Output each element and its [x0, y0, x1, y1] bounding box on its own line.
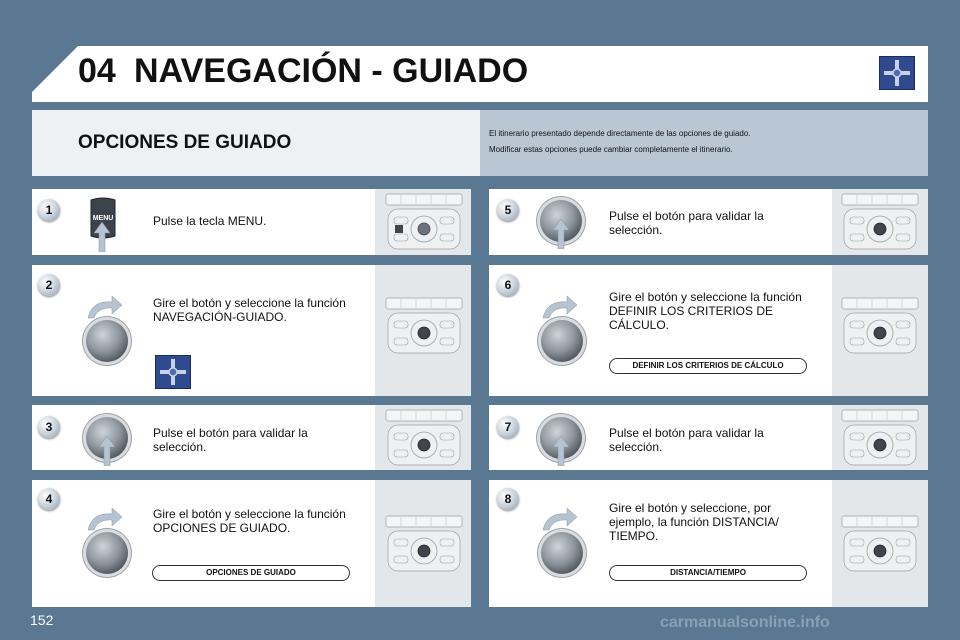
- radio-console-icon: [384, 408, 464, 468]
- step-text: Pulse la tecla MENU.: [153, 214, 267, 228]
- watermark: carmanualsonline.info: [660, 614, 830, 631]
- press-arrow-icon: [552, 219, 570, 249]
- chapter-number: 04: [78, 52, 116, 90]
- crosshair-icon: [879, 56, 915, 90]
- step-number-badge: 5: [497, 199, 519, 221]
- intro-line: El itinerario presentado depende directamente de las opciones de guiado.: [489, 129, 751, 138]
- radio-console-icon: [840, 296, 920, 356]
- press-arrow-icon: [93, 222, 111, 252]
- step-number-badge: 6: [497, 274, 519, 296]
- step-number-badge: 1: [38, 199, 60, 221]
- step-number-badge: 4: [38, 488, 60, 510]
- step-text: Gire el botón y seleccione, por ejemplo, la función DISTANCIA/ TIEMPO.: [609, 501, 779, 543]
- intro-line: Modificar estas opciones puede cambiar completamente el itinerario.: [489, 145, 733, 154]
- step-number-badge: 2: [38, 274, 60, 296]
- menu-option-pill: DISTANCIA/TIEMPO: [609, 565, 807, 581]
- menu-option-pill: OPCIONES DE GUIADO: [152, 565, 350, 581]
- intro-text: [489, 126, 919, 158]
- rotate-arrow-icon: [541, 294, 579, 320]
- radio-console-icon: [384, 192, 464, 252]
- press-arrow-icon: [98, 436, 116, 466]
- rotary-knob-icon: [541, 320, 583, 362]
- radio-console-icon: [384, 296, 464, 356]
- step-number-badge: 8: [497, 488, 519, 510]
- rotate-arrow-icon: [541, 506, 579, 532]
- menu-option-pill: DEFINIR LOS CRITERIOS DE CÁLCULO: [609, 358, 807, 374]
- step-text: Pulse el botón para validar la selección.: [609, 209, 764, 237]
- rotary-knob-icon: [541, 532, 583, 574]
- rotary-knob-icon: [86, 532, 128, 574]
- step-number-badge: 3: [38, 416, 60, 438]
- step-number-badge: 7: [497, 416, 519, 438]
- radio-console-icon: [384, 514, 464, 574]
- step-text: Gire el botón y seleccione la función DEFINIR LOS CRITERIOS DE CÁLCULO.: [609, 290, 802, 332]
- step-text: Gire el botón y seleccione la función NAVEGACIÓN-GUIADO.: [153, 296, 346, 324]
- menu-key-label: MENU: [92, 215, 114, 222]
- crosshair-icon: [155, 355, 191, 389]
- page-number: 152: [30, 612, 54, 628]
- step-text: Pulse el botón para validar la selección.: [609, 426, 764, 454]
- press-arrow-icon: [552, 436, 570, 466]
- step-text: Gire el botón y seleccione la función OPCIONES DE GUIADO.: [153, 507, 346, 535]
- rotate-arrow-icon: [86, 294, 124, 320]
- section-title: OPCIONES DE GUIADO: [78, 132, 292, 153]
- radio-console-icon: [840, 408, 920, 468]
- page-title: NAVEGACIÓN - GUIADO: [134, 52, 529, 90]
- rotate-arrow-icon: [86, 506, 124, 532]
- radio-console-icon: [840, 192, 920, 252]
- rotary-knob-icon: [86, 320, 128, 362]
- step-text: Pulse el botón para validar la selección.: [153, 426, 308, 454]
- radio-console-icon: [840, 514, 920, 574]
